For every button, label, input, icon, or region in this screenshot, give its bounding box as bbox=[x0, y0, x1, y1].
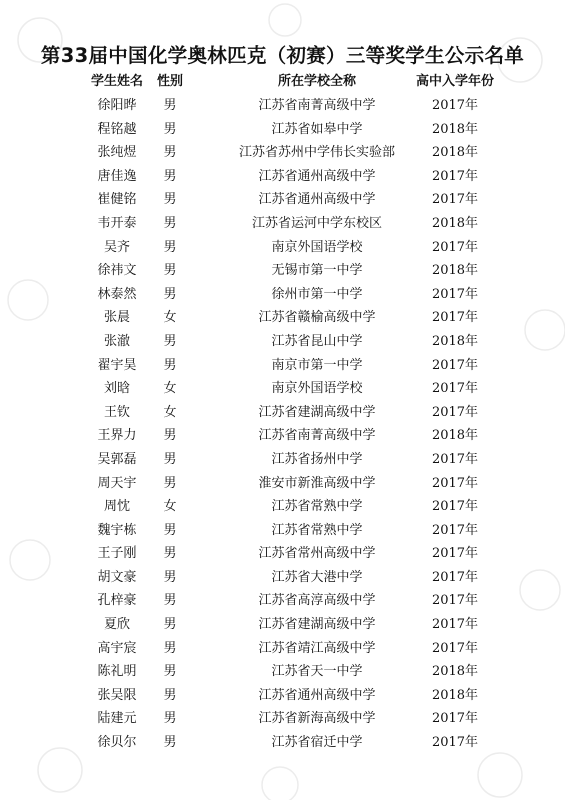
cell-school: 江苏省常州高级中学 bbox=[258, 546, 376, 562]
cell-name: 程铭越 bbox=[97, 121, 137, 137]
cell-year: 2017年 bbox=[431, 98, 479, 113]
cell-name: 吴齐 bbox=[103, 239, 130, 255]
cell-gender: 男 bbox=[163, 239, 177, 255]
table-row bbox=[0, 354, 565, 378]
cell-school: 江苏省建湖高级中学 bbox=[258, 617, 376, 633]
cell-gender: 男 bbox=[163, 593, 177, 609]
cell-name: 夏欣 bbox=[103, 617, 130, 633]
header-name: 学生姓名 bbox=[90, 74, 143, 89]
cell-gender: 男 bbox=[163, 168, 177, 184]
table-row bbox=[0, 141, 565, 165]
cell-school: 江苏省通州高级中学 bbox=[258, 687, 376, 703]
table-row bbox=[0, 118, 565, 142]
cell-school: 南京外国语学校 bbox=[271, 239, 363, 255]
cell-year: 2017年 bbox=[431, 617, 479, 633]
table-row bbox=[0, 472, 565, 496]
cell-name: 崔健铭 bbox=[97, 192, 137, 208]
cell-gender: 男 bbox=[163, 711, 177, 727]
table-row bbox=[0, 424, 565, 448]
cell-name: 张吴限 bbox=[97, 687, 137, 703]
cell-school: 江苏省建湖高级中学 bbox=[258, 404, 376, 420]
table-row bbox=[0, 259, 565, 283]
cell-year: 2017年 bbox=[431, 475, 479, 491]
cell-gender: 女 bbox=[163, 404, 177, 420]
cell-name: 胡文豪 bbox=[97, 569, 137, 585]
cell-gender: 男 bbox=[163, 569, 177, 585]
cell-gender: 男 bbox=[163, 98, 177, 113]
cell-gender: 男 bbox=[163, 522, 177, 538]
table-row bbox=[0, 188, 565, 212]
cell-name: 魏宇栋 bbox=[97, 522, 137, 538]
cell-gender: 女 bbox=[163, 499, 177, 515]
table-row bbox=[0, 401, 565, 425]
cell-name: 韦开泰 bbox=[97, 215, 137, 231]
cell-name: 王钦 bbox=[103, 404, 130, 420]
cell-school: 江苏省天一中学 bbox=[271, 664, 363, 680]
cell-gender: 男 bbox=[163, 357, 177, 373]
table-row bbox=[0, 707, 565, 731]
cell-gender: 男 bbox=[163, 735, 177, 751]
cell-year: 2017年 bbox=[431, 357, 479, 373]
table-header bbox=[0, 72, 565, 92]
cell-name: 王子刚 bbox=[97, 546, 137, 562]
table-row bbox=[0, 684, 565, 708]
cell-name: 高宇宸 bbox=[97, 640, 137, 656]
cell-name: 徐阳晔 bbox=[97, 98, 137, 113]
cell-school: 江苏省常熟中学 bbox=[271, 522, 363, 538]
cell-year: 2017年 bbox=[431, 569, 479, 585]
cell-year: 2018年 bbox=[431, 263, 479, 279]
cell-gender: 男 bbox=[163, 664, 177, 680]
table-row bbox=[0, 283, 565, 307]
table-row bbox=[0, 94, 565, 118]
cell-gender: 女 bbox=[163, 381, 177, 397]
cell-name: 张纯煜 bbox=[97, 145, 137, 161]
cell-year: 2017年 bbox=[431, 711, 479, 727]
cell-gender: 男 bbox=[163, 428, 177, 444]
cell-school: 江苏省如皋中学 bbox=[271, 121, 363, 137]
cell-year: 2018年 bbox=[431, 121, 479, 137]
table-body bbox=[0, 94, 565, 755]
cell-year: 2017年 bbox=[431, 310, 479, 326]
table-row bbox=[0, 731, 565, 755]
cell-name: 陆建元 bbox=[97, 711, 137, 727]
cell-gender: 男 bbox=[163, 475, 177, 491]
cell-name: 周天宇 bbox=[97, 475, 137, 491]
cell-school: 江苏省常熟中学 bbox=[271, 499, 363, 515]
cell-school: 南京市第一中学 bbox=[271, 357, 363, 373]
cell-gender: 男 bbox=[163, 333, 177, 349]
header-school: 所在学校全称 bbox=[277, 74, 356, 89]
cell-school: 江苏省运河中学东校区 bbox=[251, 215, 382, 231]
cell-year: 2018年 bbox=[431, 215, 479, 231]
cell-year: 2017年 bbox=[431, 286, 479, 302]
table-row bbox=[0, 589, 565, 613]
cell-gender: 男 bbox=[163, 192, 177, 208]
cell-gender: 男 bbox=[163, 546, 177, 562]
cell-gender: 女 bbox=[163, 310, 177, 326]
cell-year: 2017年 bbox=[431, 522, 479, 538]
cell-name: 周忱 bbox=[103, 499, 130, 515]
cell-year: 2017年 bbox=[431, 192, 479, 208]
cell-school: 江苏省通州高级中学 bbox=[258, 192, 376, 208]
table-row bbox=[0, 519, 565, 543]
cell-gender: 男 bbox=[163, 617, 177, 633]
cell-school: 江苏省赣榆高级中学 bbox=[258, 310, 376, 326]
cell-year: 2017年 bbox=[431, 499, 479, 515]
table-row bbox=[0, 613, 565, 637]
cell-school: 江苏省扬州中学 bbox=[271, 451, 363, 467]
cell-name: 张澈 bbox=[103, 333, 130, 349]
cell-school: 江苏省靖江高级中学 bbox=[258, 640, 376, 656]
table-row bbox=[0, 377, 565, 401]
cell-year: 2017年 bbox=[431, 451, 479, 467]
table-row bbox=[0, 306, 565, 330]
cell-year: 2017年 bbox=[431, 735, 479, 751]
cell-name: 翟宇昊 bbox=[97, 357, 137, 373]
cell-school: 江苏省昆山中学 bbox=[271, 333, 363, 349]
table-row bbox=[0, 566, 565, 590]
cell-school: 江苏省大港中学 bbox=[271, 569, 363, 585]
cell-school: 江苏省宿迁中学 bbox=[271, 735, 363, 751]
cell-name: 王界力 bbox=[97, 428, 137, 444]
table-row bbox=[0, 165, 565, 189]
table-row bbox=[0, 330, 565, 354]
table-row bbox=[0, 542, 565, 566]
cell-name: 徐贝尔 bbox=[97, 735, 137, 751]
cell-gender: 男 bbox=[163, 451, 177, 467]
cell-school: 南京外国语学校 bbox=[271, 381, 363, 397]
cell-school: 徐州市第一中学 bbox=[271, 286, 363, 302]
cell-school: 淮安市新淮高级中学 bbox=[258, 475, 376, 491]
cell-school: 江苏省高淳高级中学 bbox=[258, 593, 376, 609]
cell-gender: 男 bbox=[163, 215, 177, 231]
cell-gender: 男 bbox=[163, 286, 177, 302]
cell-gender: 男 bbox=[163, 263, 177, 279]
cell-school: 江苏省苏州中学伟长实验部 bbox=[238, 145, 395, 161]
cell-year: 2017年 bbox=[431, 381, 479, 397]
cell-gender: 男 bbox=[163, 640, 177, 656]
cell-year: 2017年 bbox=[431, 593, 479, 609]
cell-school: 江苏省通州高级中学 bbox=[258, 168, 376, 184]
cell-school: 无锡市第一中学 bbox=[271, 263, 363, 279]
cell-name: 林泰然 bbox=[97, 286, 137, 302]
table-row bbox=[0, 660, 565, 684]
cell-school: 江苏省新海高级中学 bbox=[258, 711, 376, 727]
cell-gender: 男 bbox=[163, 145, 177, 161]
cell-name: 陈礼明 bbox=[97, 664, 137, 680]
table-row bbox=[0, 212, 565, 236]
table-row bbox=[0, 637, 565, 661]
cell-school: 江苏省南菁高级中学 bbox=[258, 98, 376, 113]
cell-year: 2017年 bbox=[431, 168, 479, 184]
cell-school: 江苏省南菁高级中学 bbox=[258, 428, 376, 444]
page-title: 第33届中国化学奥林匹克（初赛）三等奖学生公示名单 bbox=[40, 44, 525, 67]
cell-name: 张晨 bbox=[103, 310, 130, 326]
cell-year: 2017年 bbox=[431, 404, 479, 420]
cell-year: 2017年 bbox=[431, 640, 479, 656]
cell-year: 2018年 bbox=[431, 664, 479, 680]
cell-year: 2018年 bbox=[431, 333, 479, 349]
cell-year: 2018年 bbox=[431, 145, 479, 161]
cell-name: 徐祎文 bbox=[97, 263, 137, 279]
cell-name: 刘晗 bbox=[103, 381, 130, 397]
cell-gender: 男 bbox=[163, 121, 177, 137]
cell-year: 2017年 bbox=[431, 546, 479, 562]
cell-year: 2018年 bbox=[431, 428, 479, 444]
cell-gender: 男 bbox=[163, 687, 177, 703]
table-row bbox=[0, 236, 565, 260]
cell-name: 吴郭磊 bbox=[97, 451, 137, 467]
cell-year: 2018年 bbox=[431, 687, 479, 703]
table-row bbox=[0, 495, 565, 519]
header-year: 高中入学年份 bbox=[415, 74, 494, 89]
table-row bbox=[0, 448, 565, 472]
cell-name: 唐佳逸 bbox=[97, 168, 137, 184]
cell-name: 孔梓豪 bbox=[97, 593, 137, 609]
cell-year: 2017年 bbox=[431, 239, 479, 255]
header-gender: 性别 bbox=[156, 74, 183, 89]
